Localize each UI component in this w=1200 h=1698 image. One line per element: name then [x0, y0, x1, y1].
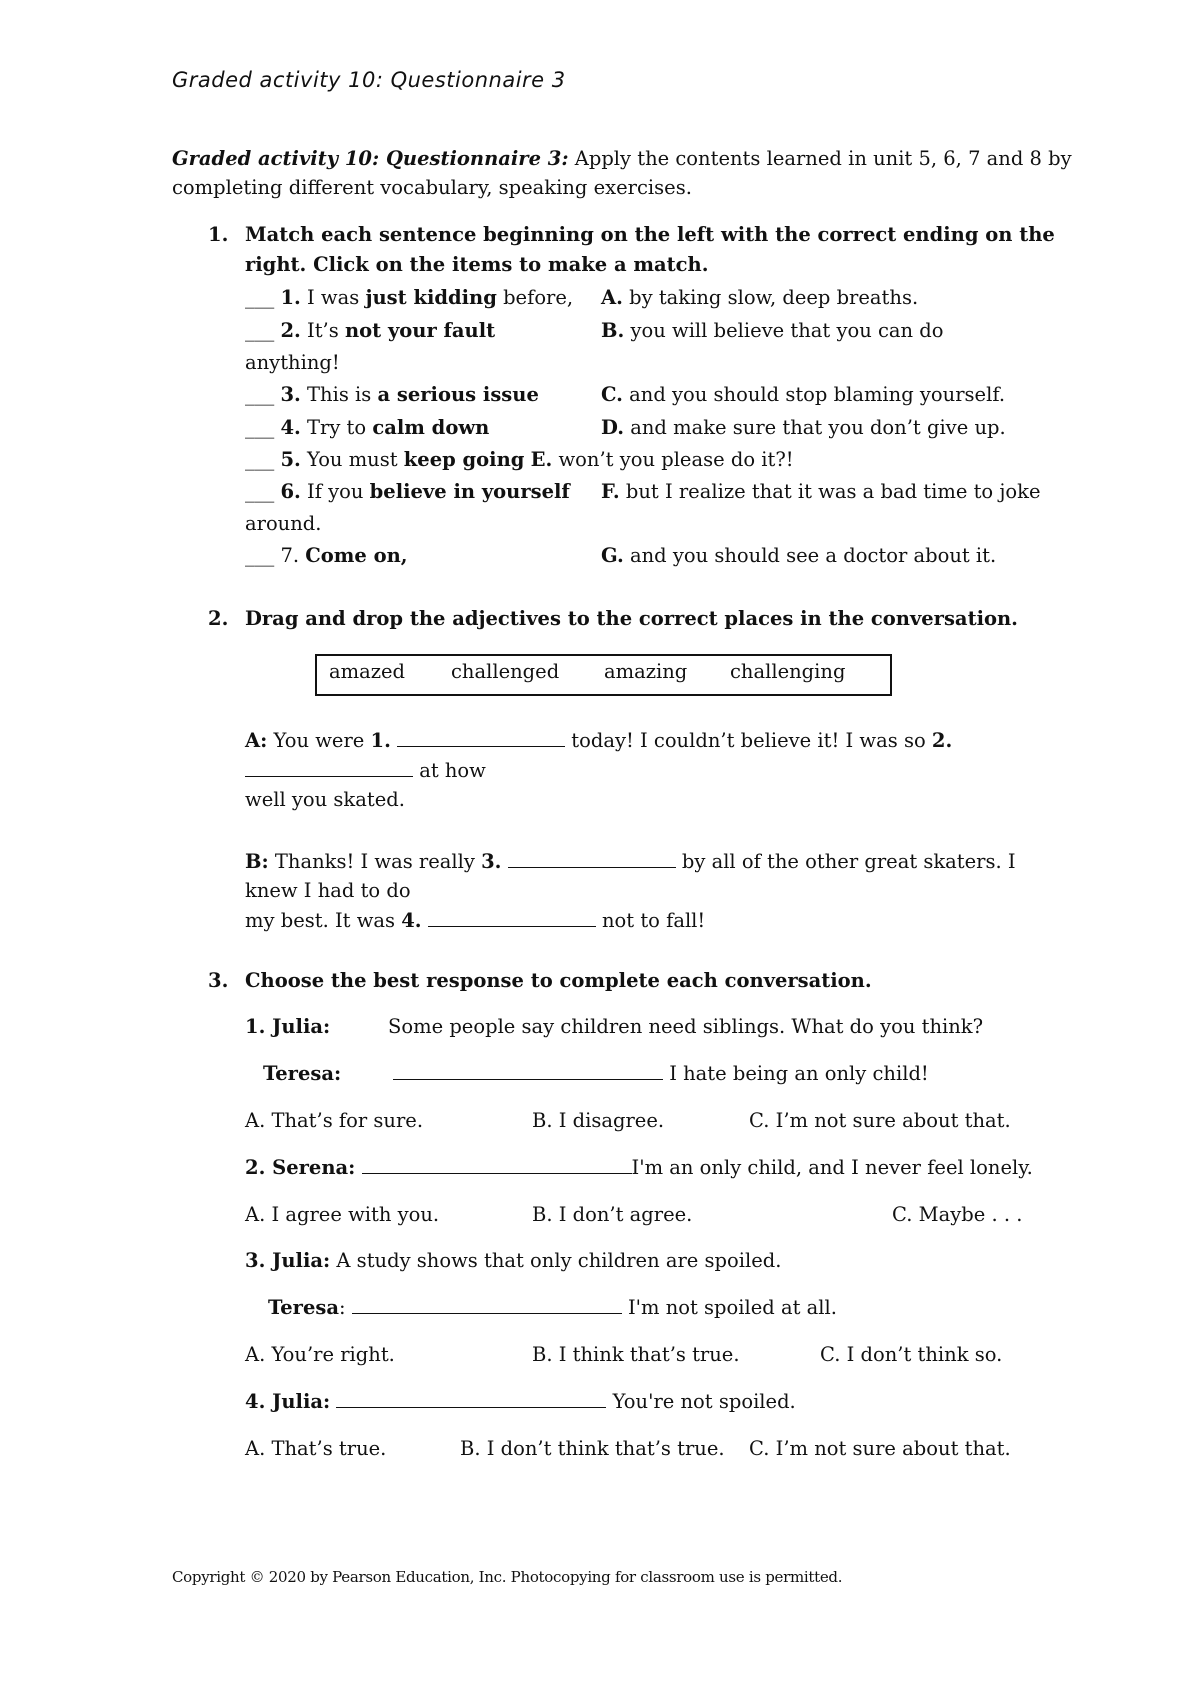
match-blank[interactable]: ___	[245, 416, 275, 439]
q2-speaker-a-line-2	[245, 756, 486, 786]
c2-option-c[interactable]: C. Maybe . . .	[892, 1203, 1023, 1226]
dialog-text: You were	[273, 729, 371, 752]
match-blank[interactable]: ___	[245, 383, 275, 406]
match-left-item[interactable]	[245, 477, 601, 507]
match-left-item[interactable]	[245, 541, 601, 571]
c1-option-c[interactable]: C. I’m not sure about that.	[749, 1109, 1011, 1132]
match-keyphrase: a serious issue	[377, 383, 539, 406]
c1-line: Some people say children need siblings. What do you think?	[388, 1015, 984, 1038]
c2-speaker: 2. Serena:	[245, 1156, 356, 1179]
dialog-text: I'm an only child, and I never feel lonely.	[631, 1156, 1033, 1179]
c1-answer-blank[interactable]	[393, 1061, 663, 1080]
c4-answer-blank[interactable]	[336, 1389, 606, 1408]
match-letter: G.	[601, 544, 624, 567]
c3-option-c[interactable]: C. I don’t think so.	[820, 1343, 1003, 1366]
blank-number: 2.	[931, 729, 953, 752]
c1-option-a[interactable]: A. That’s for sure.	[245, 1109, 424, 1132]
match-row-5	[245, 445, 794, 475]
match-blank[interactable]: ___	[245, 544, 275, 567]
q1-instruction-line-2: right. Click on the items to make a match.	[245, 253, 709, 276]
match-ending: you will believe that you can do	[630, 319, 944, 342]
match-letter: B.	[601, 319, 625, 342]
match-letter: F.	[601, 480, 620, 503]
c1-reply-line	[393, 1059, 929, 1089]
c3-option-a[interactable]: A. You’re right.	[245, 1343, 395, 1366]
c3-reply-line	[268, 1293, 837, 1323]
q3-number: 3.	[208, 969, 229, 992]
match-blank[interactable]: ___	[245, 319, 275, 342]
dialog-text: :	[338, 1296, 346, 1319]
match-row-2	[245, 316, 943, 346]
c1-reply-speaker: Teresa:	[263, 1062, 342, 1085]
match-letter: D.	[601, 416, 625, 439]
q1-number: 1.	[208, 223, 229, 246]
dialog-text: today! I couldn’t believe it! I was so	[565, 729, 932, 752]
intro-label: Graded activity 10: Questionnaire 3:	[172, 147, 569, 170]
c4-option-b[interactable]: B. I don’t think that’s true.	[460, 1437, 725, 1460]
c4-speaker: 4. Julia:	[245, 1390, 331, 1413]
match-letter: A.	[601, 286, 623, 309]
intro-paragraph	[172, 144, 1072, 174]
dialog-text: by all of the other great skaters. I	[675, 850, 1016, 873]
dialog-text: Thanks! I was really	[274, 850, 482, 873]
match-item-number: 3.	[280, 383, 301, 406]
match-blank[interactable]: ___	[245, 286, 275, 309]
blank-number: 3.	[481, 850, 502, 873]
dialog-text: not to fall!	[595, 909, 706, 932]
c1-speaker: 1. Julia:	[245, 1015, 331, 1038]
match-row-4	[245, 413, 1006, 443]
q2-speaker-b-line-1	[245, 847, 1016, 877]
c2-line	[245, 1153, 1033, 1183]
speaker-b-label: B:	[245, 850, 269, 873]
word-bank-item[interactable]: challenged	[451, 660, 560, 683]
blank-number: 1.	[370, 729, 391, 752]
c3-speaker: 3. Julia:	[245, 1249, 331, 1272]
q2-speaker-b-line-3	[245, 906, 705, 936]
speaker-a-label: A:	[245, 729, 268, 752]
match-blank[interactable]: ___	[245, 480, 275, 503]
adjective-word-bank	[315, 654, 892, 696]
match-item-number: 7.	[280, 544, 300, 567]
match-letter: E.	[530, 448, 553, 471]
match-text: I was	[307, 286, 366, 309]
match-ending: and you should see a doctor about it.	[629, 544, 997, 567]
match-row-6	[245, 477, 1041, 507]
match-ending: but I realize that it was a bad time to joke	[625, 480, 1041, 503]
match-left-item[interactable]	[245, 316, 601, 346]
blank-number: 4.	[401, 909, 422, 932]
copyright-footer: Copyright © 2020 by Pearson Education, Inc. Photocopying for classroom use is permitted.	[172, 1568, 843, 1586]
match-text: You must	[307, 448, 404, 471]
match-text: Try to	[307, 416, 373, 439]
match-item-number: 1.	[280, 286, 301, 309]
q2-speaker-b-line-2: knew I had to do	[245, 879, 411, 902]
dialog-text: A study shows that only children are spoiled.	[330, 1249, 782, 1272]
match-left-item[interactable]	[245, 413, 601, 443]
dialog-text: I'm not spoiled at all.	[621, 1296, 837, 1319]
match-right-item[interactable]	[601, 416, 1006, 439]
match-ending: by taking slow, deep breaths.	[629, 286, 919, 309]
dialog-text: I hate being an only child!	[663, 1062, 929, 1085]
match-left-item[interactable]	[245, 380, 601, 410]
match-ending: won’t you please do it?!	[558, 448, 794, 471]
q1-instruction-line-1: Match each sentence beginning on the left with the correct ending on the	[245, 223, 1055, 246]
match-text: before,	[496, 286, 574, 309]
match-row-3	[245, 380, 1005, 410]
intro-line-1: Apply the contents learned in unit 5, 6, 7 and 8 by	[574, 147, 1072, 170]
match-item-number: 5.	[280, 448, 301, 471]
q3-instruction: Choose the best response to complete each conversation.	[245, 969, 872, 992]
match-right-item[interactable]	[531, 448, 794, 471]
drop-blank-1[interactable]	[397, 728, 565, 747]
c2-option-a[interactable]: A. I agree with you.	[245, 1203, 440, 1226]
match-right-item[interactable]	[601, 383, 1005, 406]
c4-option-a[interactable]: A. That’s true.	[245, 1437, 387, 1460]
match-keyphrase: just kidding	[365, 286, 497, 309]
match-item-number: 4.	[280, 416, 301, 439]
q2-number: 2.	[208, 607, 229, 630]
c3-line	[245, 1246, 781, 1276]
drop-blank-4[interactable]	[428, 908, 596, 927]
word-bank-item[interactable]: amazing	[604, 660, 688, 683]
dialog-text: You're not spoiled.	[606, 1390, 796, 1413]
match-row-7	[245, 541, 996, 571]
dialog-text: at how	[413, 759, 486, 782]
c3-answer-blank[interactable]	[352, 1295, 622, 1314]
match-right-item[interactable]	[601, 286, 918, 309]
match-keyphrase: keep going	[403, 448, 525, 471]
q2-instruction: Drag and drop the adjectives to the correct places in the conversation.	[245, 607, 1018, 630]
match-right-item[interactable]	[601, 544, 996, 567]
match-left-item[interactable]	[245, 283, 601, 313]
c1-option-b[interactable]: B. I disagree.	[532, 1109, 665, 1132]
c4-line	[245, 1387, 796, 1417]
c3-option-b[interactable]: B. I think that’s true.	[532, 1343, 740, 1366]
q2-speaker-a-line-3: well you skated.	[245, 788, 405, 811]
page-header-title: Graded activity 10: Questionnaire 3	[172, 68, 566, 92]
match-ending: and make sure that you don’t give up.	[630, 416, 1006, 439]
c3-reply-speaker: Teresa	[268, 1296, 339, 1319]
match-left-item[interactable]	[245, 445, 524, 475]
match-keyphrase: calm down	[372, 416, 490, 439]
c2-option-b[interactable]: B. I don’t agree.	[532, 1203, 693, 1226]
match-keyphrase: Come on,	[305, 544, 408, 567]
match-keyphrase: believe in yourself	[369, 480, 570, 503]
match-letter: C.	[601, 383, 623, 406]
c2-answer-blank[interactable]	[362, 1155, 632, 1174]
word-bank-item[interactable]: challenging	[730, 660, 846, 683]
match-row-wrap: around.	[245, 512, 322, 535]
match-row-1	[245, 283, 918, 313]
word-bank-item[interactable]: amazed	[329, 660, 406, 683]
match-row-wrap: anything!	[245, 351, 340, 374]
match-ending: and you should stop blaming yourself.	[629, 383, 1006, 406]
drop-blank-2[interactable]	[245, 758, 413, 777]
match-item-number: 6.	[280, 480, 301, 503]
match-text: This is	[307, 383, 378, 406]
q2-speaker-a-line-1	[245, 726, 952, 756]
match-keyphrase: not your fault	[344, 319, 496, 342]
match-blank[interactable]: ___	[245, 448, 275, 471]
drop-blank-3[interactable]	[508, 849, 676, 868]
match-item-number: 2.	[280, 319, 301, 342]
match-right-item[interactable]	[601, 480, 1041, 503]
intro-line-2: completing different vocabulary, speaking exercises.	[172, 176, 692, 199]
dialog-text: my best. It was	[245, 909, 402, 932]
match-text: It’s	[307, 319, 345, 342]
match-text: If you	[307, 480, 370, 503]
c4-option-c[interactable]: C. I’m not sure about that.	[749, 1437, 1011, 1460]
match-right-item[interactable]	[601, 319, 943, 342]
